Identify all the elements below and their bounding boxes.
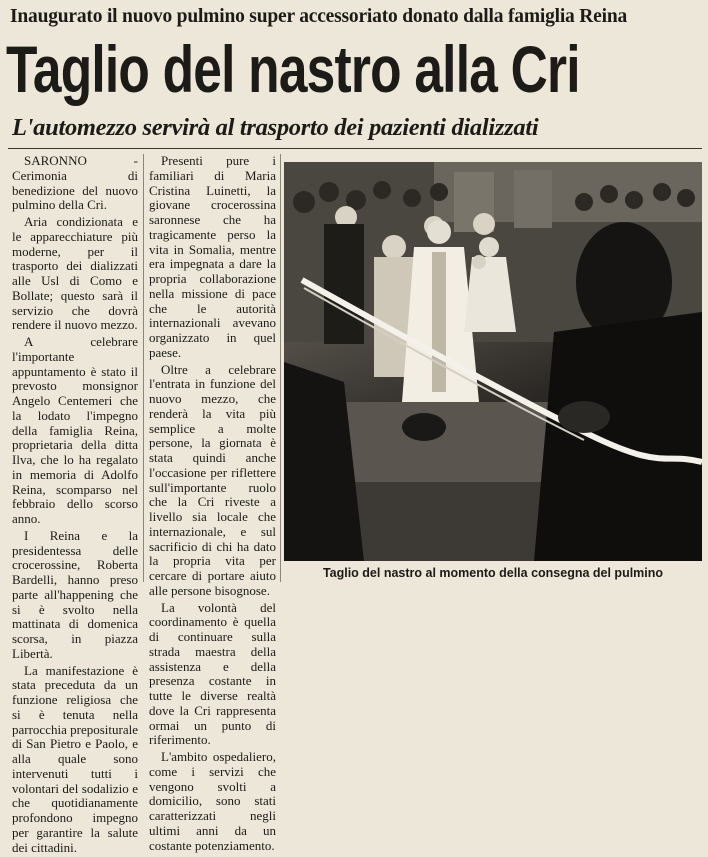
subheadline: L'automezzo servirà al trasporto dei pazienti dializzati xyxy=(12,114,539,141)
paragraph: Oltre a celebrare l'entrata in funzione del nuovo mezzo, che renderà la vita più semplice a molte persone, la giornata è stata quindi anche l'occasione per riflettere sull'importante ruolo che la Cri riveste a livello sia locale che internazionale, e sul sacrificio di chi ha dato la propria vita per cercare di portare aiuto alle persone bisognose. xyxy=(149,361,276,598)
paragraph: A celebrare l'importante appuntamento è stato il prevosto monsignor Angelo Centemeri che la lodato l'impegno della famiglia Reina, proprietaria della ditta Ilva, che lo ha regalato in memoria di Adolfo Reina, scomparso nel febbraio dello scorso anno. xyxy=(12,334,138,526)
kicker: Inaugurato il nuovo pulmino super accessoriato donato dalla famiglia Reina xyxy=(10,6,628,27)
ribbon-cutting-photo xyxy=(284,162,702,561)
photo-illustration xyxy=(284,162,702,561)
paragraph: Presenti pure i familiari di Maria Cristina Luinetti, la giovane crocerossina saronnese che ha tragicamente perso la vita in Somalia, mentre era impegnata a dare la propria collaborazione nella missione di pace che le autorità internazionali avevano organizzato in quel paese. xyxy=(149,153,276,360)
headline: Taglio del nastro alla Cri xyxy=(6,32,580,106)
paragraph: SARONNO - Cerimonia di benedizione del nuovo pulmino della Cri. xyxy=(12,153,138,213)
photo-caption: Taglio del nastro al momento della consegna del pulmino xyxy=(322,566,664,580)
text-column-1 xyxy=(12,154,138,857)
paragraph: La volontà del coordinamento è quella di continuare sulla strada maestra della assistenza e della presenza costante in tutte le diverse realtà dove la Cri rappresenta ormai un punto di riferimento. xyxy=(149,599,276,748)
paragraph: I Reina e la presidentessa delle crocerossine, Roberta Bardelli, hanno preso parte all'happening che si è svolto nella mattinata di domenica scorsa, in piazza Libertà. xyxy=(12,527,138,661)
column-divider xyxy=(143,154,144,582)
paragraph: Aria condizionata e le apparecchiature più moderne, per il trasporto dei dializzati alle Usl di Como e Bollate; questo sarà il servizio che dovrà rendere il nuovo mezzo. xyxy=(12,214,138,333)
paragraph: L'ambito ospedaliero, come i servizi che vengono svolti a domicilio, sono stati caratterizzati negli ultimi anni da un costante potenziamento. xyxy=(149,749,276,853)
column-divider xyxy=(280,154,281,582)
text-column-2 xyxy=(149,154,276,855)
header-rule xyxy=(8,148,702,149)
paragraph: La manifestazione è stata preceduta da un funzione religiosa che si è tenuta nella parrocchia prepositurale di San Pietro e Paolo, e alla quale sono intervenuti tutti i volontari del sodalizio e che quotidianamente profondono impegno per garantire la salute dei cittadini. xyxy=(12,662,138,855)
